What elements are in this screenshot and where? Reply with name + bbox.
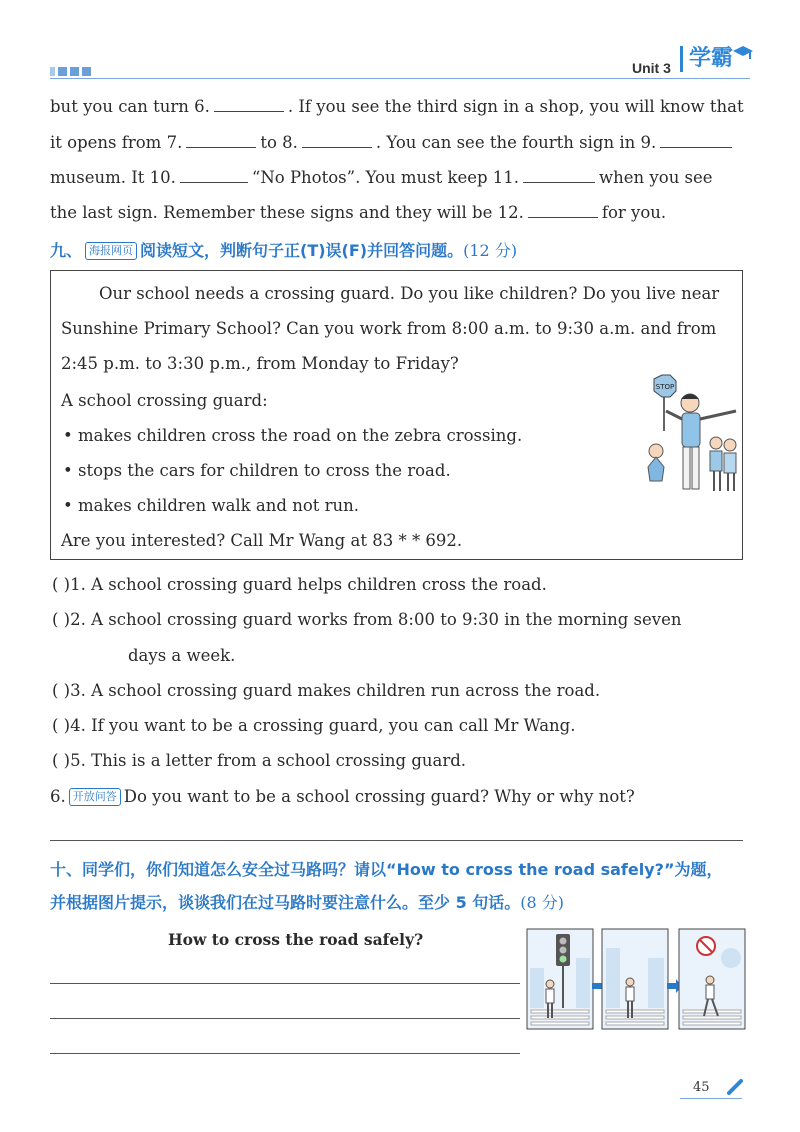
writing-line[interactable] <box>50 1018 520 1019</box>
writing-line[interactable] <box>50 1053 520 1054</box>
writing-line[interactable] <box>50 983 520 984</box>
open-question-6: 6. 开放问答 Do you want to be a school crossing guard? Why or why not? <box>50 787 635 806</box>
passage-line-3: museum. It 10. “No Photos”. You must keep 11. when you see <box>50 168 713 187</box>
blank-8[interactable] <box>302 133 372 148</box>
unit-label: Unit 3 <box>632 60 671 76</box>
poster-text: Our school needs a crossing guard. Do you like children? Do you live near <box>99 284 720 303</box>
tf-question-2-cont: days a week. <box>128 646 236 665</box>
open-question-tag: 开放问答 <box>69 788 121 806</box>
crossing-guard-illustration <box>636 371 741 506</box>
road-safety-pictures <box>526 928 746 1030</box>
header-rule <box>50 78 750 79</box>
tf-question-5: ( )5. This is a letter from a school crossing guard. <box>52 751 467 770</box>
poster-contact: Are you interested? Call Mr Wang at 83 * * 692. <box>61 531 463 550</box>
poster-box <box>50 270 743 560</box>
blank-12[interactable] <box>528 203 598 218</box>
blank-6[interactable] <box>214 97 284 112</box>
poster-bullet: • makes children walk and not run. <box>63 496 360 515</box>
poster-heading: A school crossing guard: <box>61 391 268 410</box>
graduation-cap-icon <box>732 44 754 64</box>
header-decoration <box>50 67 91 76</box>
poster-text: Sunshine Primary School? Can you work from 8:00 a.m. to 9:30 a.m. and from <box>61 319 717 338</box>
section-10-heading: 十、同学们，你们知道怎么安全过马路吗？请以“How to cross the road safely?”为题， <box>50 860 723 879</box>
tf-question-1: ( )1. A school crossing guard helps children cross the road. <box>52 575 547 594</box>
essay-title: How to cross the road safely? <box>168 930 424 949</box>
blank-9[interactable] <box>660 133 732 148</box>
svg-text:STOP: STOP <box>655 383 675 391</box>
poster-bullet: • stops the cars for children to cross the road. <box>63 461 451 480</box>
footer-rule <box>680 1098 742 1099</box>
blank-10[interactable] <box>180 168 248 183</box>
tf-question-3: ( )3. A school crossing guard makes children run across the road. <box>52 681 601 700</box>
blank-11[interactable] <box>523 168 595 183</box>
tf-question-4: ( )4. If you want to be a crossing guard, you can call Mr Wang. <box>52 716 576 735</box>
blank-7[interactable] <box>186 133 256 148</box>
passage-line-2: it opens from 7. to 8. . You can see the fourth sign in 9. <box>50 132 736 154</box>
poster-text: 2:45 p.m. to 3:30 p.m., from Monday to Friday? <box>61 354 459 373</box>
brand-logo: 学霸 <box>680 46 733 72</box>
passage-line-1: but you can turn 6. . If you see the third sign in a shop, you will know that <box>50 97 744 116</box>
answer-line[interactable] <box>50 840 743 841</box>
section-10-heading-cont: 并根据图片提示，谈谈我们在过马路时要注意什么。至少 5 句话。(8 分) <box>50 893 565 912</box>
poster-tag: 海报网页 <box>85 242 137 260</box>
page-number: 45 <box>693 1080 710 1095</box>
passage-line-4: the last sign. Remember these signs and they will be 12. for you. <box>50 203 667 222</box>
pencil-icon <box>726 1078 744 1096</box>
poster-bullet: • makes children cross the road on the zebra crossing. <box>63 426 523 445</box>
section-9-heading: 九、 海报网页 阅读短文，判断句子正(T)误(F)并回答问题。(12 分) <box>50 241 518 260</box>
tf-question-2: ( )2. A school crossing guard works from 8:00 to 9:30 in the morning seven <box>52 610 682 629</box>
